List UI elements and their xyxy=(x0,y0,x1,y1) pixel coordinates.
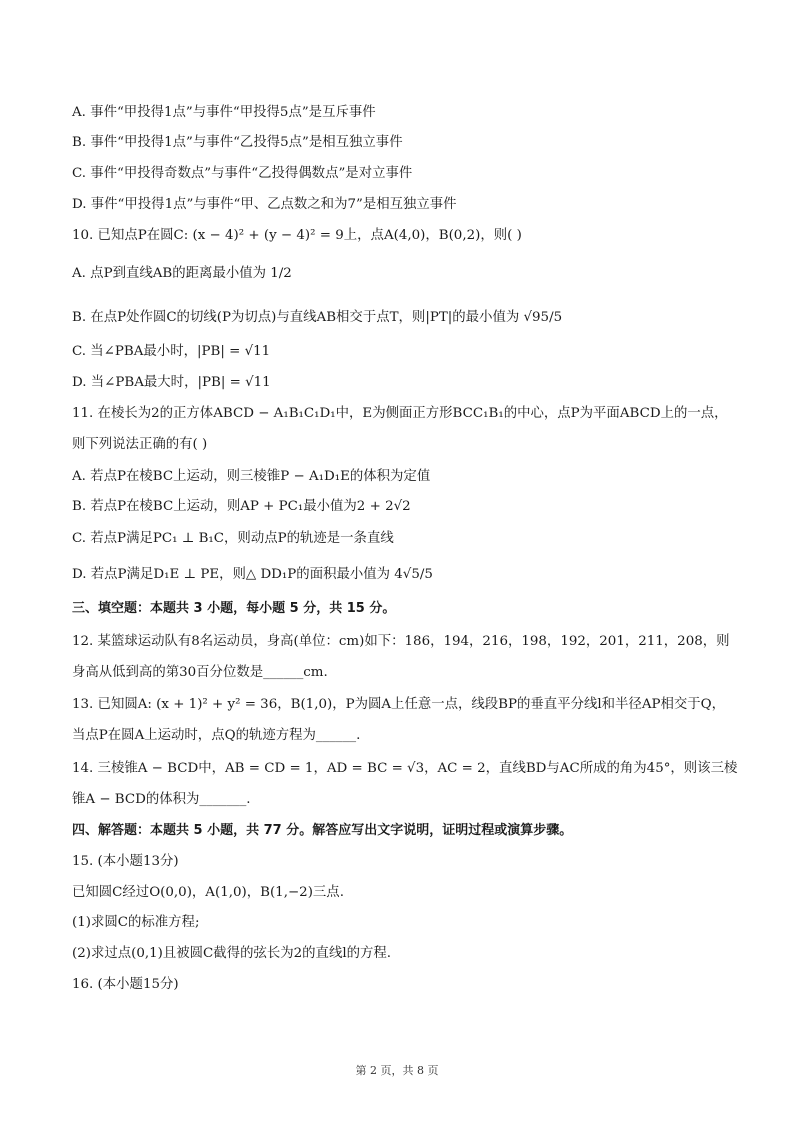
option-10b: B. 在点P处作圆C的切线(P为切点)与直线AB相交于点T，则|PT|的最小值为 √95/5 xyxy=(72,310,563,325)
question-14-cont: 锥A − BCD的体积为_______. xyxy=(72,792,251,807)
question-11: 11. 在棱长为2的正方体ABCD − A₁B₁C₁D₁中，E为侧面正方形BCC₁B₁的中心，点P为平面ABCD上的一点， xyxy=(72,406,728,421)
question-14: 14. 三棱锥A − BCD中，AB = CD = 1，AD = BC = √3，AC = 2，直线BD与AC所成的角为45°，则该三棱 xyxy=(72,761,738,776)
option-9b: B. 事件“甲投得1点”与事件“乙投得5点”是相互独立事件 xyxy=(72,135,403,150)
question-13-cont: 当点P在圆A上运动时，点Q的轨迹方程为______. xyxy=(72,728,361,743)
question-15-part2: (2)求过点(0,1)且被圆C截得的弦长为2的直线l的方程. xyxy=(72,946,392,961)
option-10c: C. 当∠PBA最小时，|PB| = √11 xyxy=(72,344,271,359)
question-12: 12. 某篮球运动队有8名运动员，身高(单位：cm)如下：186，194，216，198，192，201，211，208，则 xyxy=(72,634,730,649)
section-solve: 四、解答题：本题共 5 小题，共 77 分。解答应写出文字说明，证明过程或演算步骤。 xyxy=(72,823,573,838)
option-9d: D. 事件“甲投得1点”与事件“甲、乙点数之和为7”是相互独立事件 xyxy=(72,197,457,212)
question-11-cont: 则下列说法正确的有( ) xyxy=(72,437,208,452)
question-12-cont: 身高从低到高的第30百分位数是______cm. xyxy=(72,665,328,680)
option-10d: D. 当∠PBA最大时，|PB| = √11 xyxy=(72,375,271,390)
question-15-part1: (1)求圆C的标准方程; xyxy=(72,915,200,930)
question-10: 10. 已知点P在圆C: (x − 4)² + (y − 4)² = 9上，点A(4,0)，B(0,2)，则( ) xyxy=(72,228,522,243)
section-fill-in: 三、填空题：本题共 3 小题，每小题 5 分，共 15 分。 xyxy=(72,601,396,616)
option-11d: D. 若点P满足D₁E ⊥ PE，则△ DD₁P的面积最小值为 4√5/5 xyxy=(72,567,433,582)
question-13: 13. 已知圆A: (x + 1)² + y² = 36，B(1,0)，P为圆A上任意一点，线段BP的垂直平分线l和半径AP相交于Q， xyxy=(72,697,726,712)
option-10a: A. 点P到直线AB的距离最小值为 1/2 xyxy=(72,266,292,281)
option-11b: B. 若点P在棱BC上运动，则AP + PC₁最小值为2 + 2√2 xyxy=(72,499,411,514)
page-footer: 第 2 页，共 8 页 xyxy=(355,1064,439,1077)
option-11c: C. 若点P满足PC₁ ⊥ B₁C，则动点P的轨迹是一条直线 xyxy=(72,531,394,546)
question-16-header: 16. (本小题15分) xyxy=(72,977,179,992)
option-11a: A. 若点P在棱BC上运动，则三棱锥P − A₁D₁E的体积为定值 xyxy=(72,469,431,484)
question-15-header: 15. (本小题13分) xyxy=(72,854,179,869)
question-15-stem: 已知圆C经过O(0,0)，A(1,0)，B(1,−2)三点. xyxy=(72,885,344,900)
option-9a: A. 事件“甲投得1点”与事件“甲投得5点”是互斥事件 xyxy=(72,105,376,120)
option-9c: C. 事件“甲投得奇数点”与事件“乙投得偶数点”是对立事件 xyxy=(72,166,413,181)
